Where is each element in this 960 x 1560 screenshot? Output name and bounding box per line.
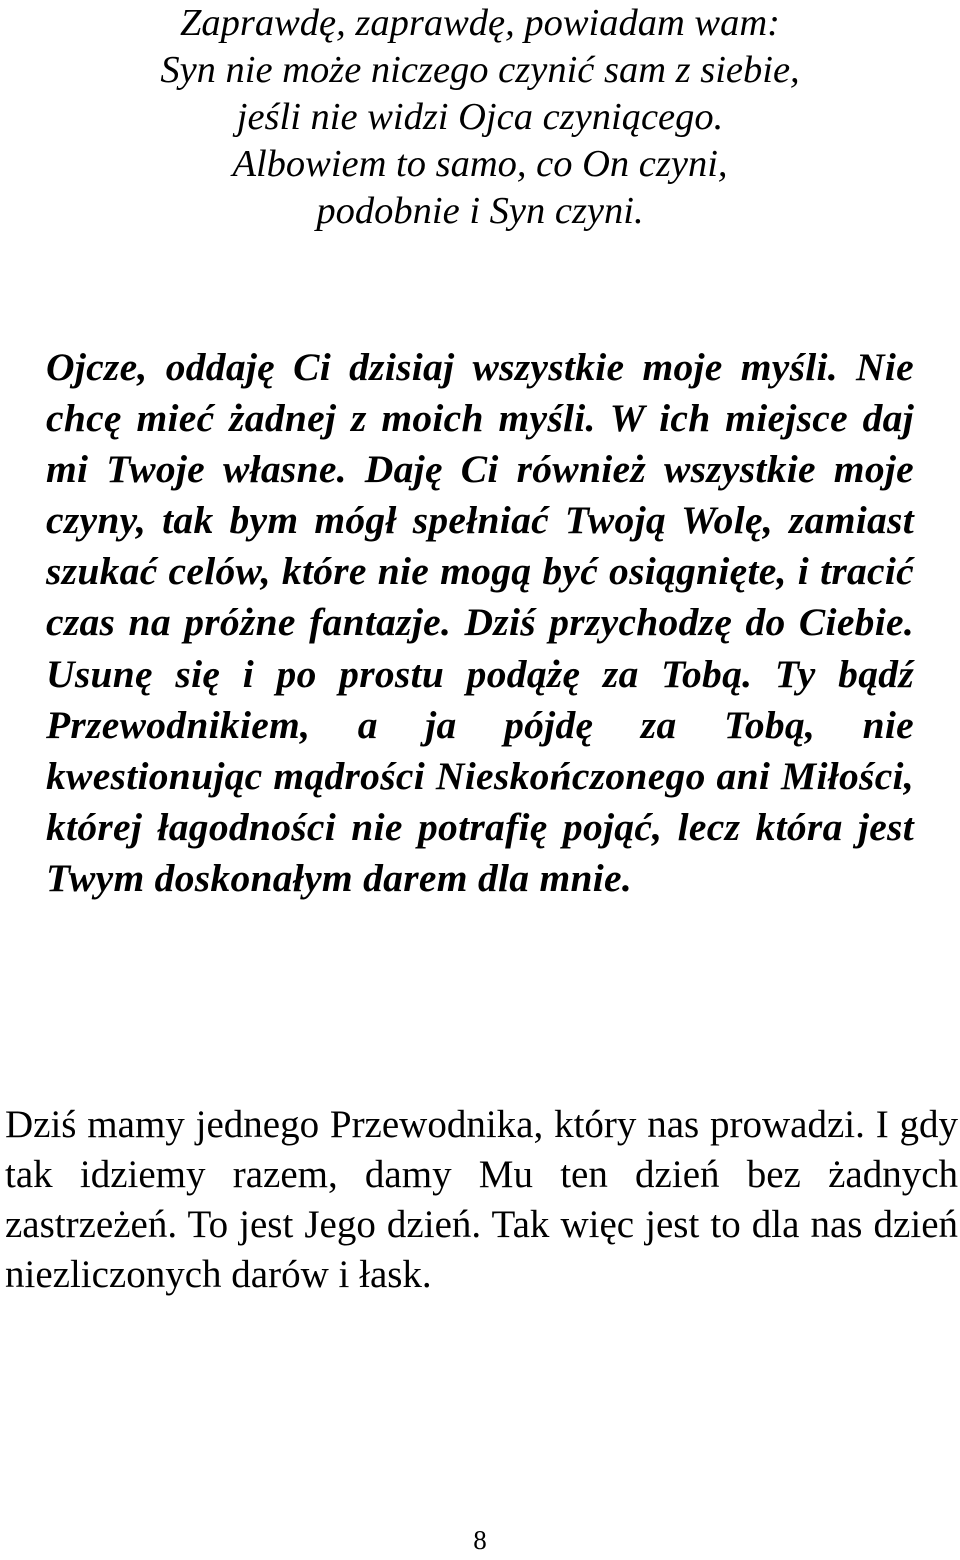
quote-line: Albowiem to samo, co On czyni, [232,143,728,185]
quote-line: Syn nie może niczego czynić sam z siebie, [160,49,800,91]
lesson-paragraph: Dziś mamy jednego Przewodnika, który nas prowadzi. I gdy tak idziemy razem, damy Mu ten dzień bez żadnych zastrzeżeń. To jest Jego dzień. Tak więc jest to dla nas dzień niezliczonych darów i łask. [5,1103,958,1296]
page-number: 8 [473,1525,487,1555]
scripture-quote [0,0,960,235]
quote-line: jeśli nie widzi Ojca czyniącego. [236,96,724,138]
prayer-paragraph: Ojcze, oddaję Ci dzisiaj wszystkie moje myśli. Nie chcę mieć żadnej z moich myśli. W ich miejsce daj mi Twoje własne. Daję Ci również wszystkie moje czyny, tak bym mógł spełniać Twoją Wolę, zamiast szukać celów, które nie mogą być osiągnięte, i tracić czas na próżne fantazje. Dziś przychodzę do Ciebie. Usunę się i po prostu podążę za Tobą. Ty bądź Przewodnikiem, a ja pójdę za Tobą, nie kwestionując mądrości Nieskończonego ani Miłości, której łagodności nie potrafię pojąć, lecz która jest Twym doskonałym darem dla mnie. [46,345,914,900]
quote-line: Zaprawdę, zaprawdę, powiadam wam: [179,2,780,44]
quote-line: podobnie i Syn czyni. [316,190,644,232]
